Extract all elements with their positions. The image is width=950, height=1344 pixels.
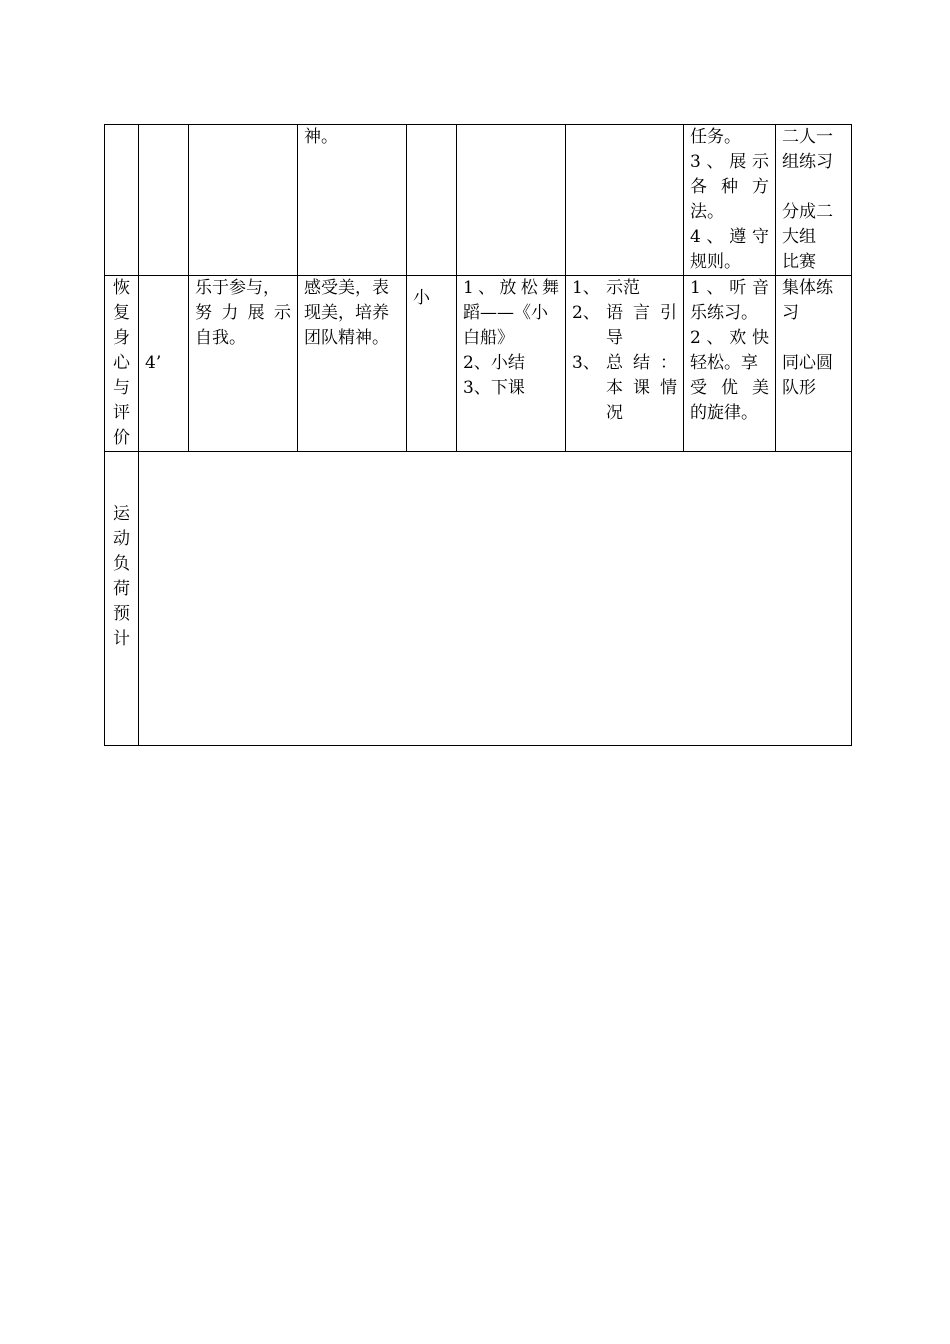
section-label [105,276,139,452]
item-number [572,376,606,401]
item-text: 本课情 [606,378,677,398]
content-line: 白船》 [463,328,514,348]
line-spacer [782,326,845,351]
organization-line: 习 [782,303,799,323]
time-cell [139,125,189,276]
item-number [572,326,606,351]
organization-cell [776,125,852,276]
section-char: 恢 [113,278,130,298]
teacher-item [572,351,677,376]
student-line: 1、听音 [690,278,769,298]
section-char: 价 [113,428,130,448]
student-line: 乐练习。 [690,303,758,323]
student-line: 的旋律。 [690,403,758,423]
content-goal-line: 乐于参与， [195,278,280,298]
organization-cell [776,276,852,452]
value-goal-line: 现美，培养 [304,303,389,323]
content-goal-cell [189,125,298,276]
label-char: 负 [113,553,130,574]
label-char: 荷 [113,578,130,599]
student-line: 轻松。享 [690,353,758,373]
item-text: 况 [606,403,623,423]
content-cell [457,125,566,276]
section-char: 复 [113,303,130,323]
value-goal-cell [298,125,407,276]
load-estimate-label [105,452,139,746]
load-value: 小 [413,288,430,308]
value-goal-line: 团队精神。 [304,328,389,348]
value-goal-text: 神。 [304,127,338,147]
student-line: 4、遵守 [690,227,769,247]
organization-line: 组练习 [782,152,833,172]
student-line: 法。 [690,202,724,222]
teacher-cell [566,125,684,276]
content-cell [457,276,566,452]
load-estimate-content [139,452,852,746]
student-cell [684,276,776,452]
content-goal-line: 努力展示 [195,303,291,323]
teacher-item [572,401,677,426]
time-value: 4’ [145,353,162,373]
section-cell [105,125,139,276]
label-char: 计 [113,628,130,649]
time-cell [139,276,189,452]
organization-line: 同心圆 [782,353,833,373]
student-line: 规则。 [690,252,741,272]
value-goal-line: 感受美，表 [304,278,389,298]
organization-line: 队形 [782,378,816,398]
table-row-recovery [105,276,852,452]
student-line: 任务。 [690,127,741,147]
student-cell [684,125,776,276]
content-line: 3、下课 [463,378,525,398]
student-line: 2、欢快 [690,328,769,348]
content-line: 1、放松舞 [463,278,559,298]
section-char: 身 [113,328,130,348]
organization-line: 二人一 [782,127,833,147]
value-goal-cell [298,276,407,452]
student-line: 各种方 [690,177,769,197]
teacher-cell [566,276,684,452]
table-row-continued [105,125,852,276]
teacher-item [572,276,677,301]
item-text: 总结： [606,353,677,373]
section-char: 与 [113,378,130,398]
teacher-item [572,326,677,351]
item-number: 2、 [572,303,600,323]
teacher-item [572,301,677,326]
item-number: 1、 [572,278,600,298]
organization-line: 大组 [782,227,816,247]
teacher-item [572,376,677,401]
organization-line: 比赛 [782,252,816,272]
line-spacer [782,175,845,200]
organization-line: 分成二 [782,202,833,222]
content-goal-line: 自我。 [195,328,246,348]
content-goal-cell [189,276,298,452]
label-char: 动 [113,528,130,549]
section-char: 心 [113,353,130,373]
item-number [572,401,606,426]
label-char: 预 [113,603,130,624]
item-text: 导 [606,328,623,348]
content-line: 2、小结 [463,353,525,373]
organization-line: 集体练 [782,278,833,298]
table-row-load-estimate [105,452,852,746]
student-line: 受优美 [690,378,769,398]
student-line: 3、展示 [690,152,769,172]
content-line: 蹈——《小 [463,303,548,323]
lesson-plan-table [104,124,852,746]
load-cell [407,276,457,452]
item-text: 语言引 [606,303,677,323]
item-number: 3、 [572,353,600,373]
label-char: 运 [113,503,130,524]
section-char: 评 [113,403,130,423]
item-text: 示范 [606,278,640,298]
load-cell [407,125,457,276]
